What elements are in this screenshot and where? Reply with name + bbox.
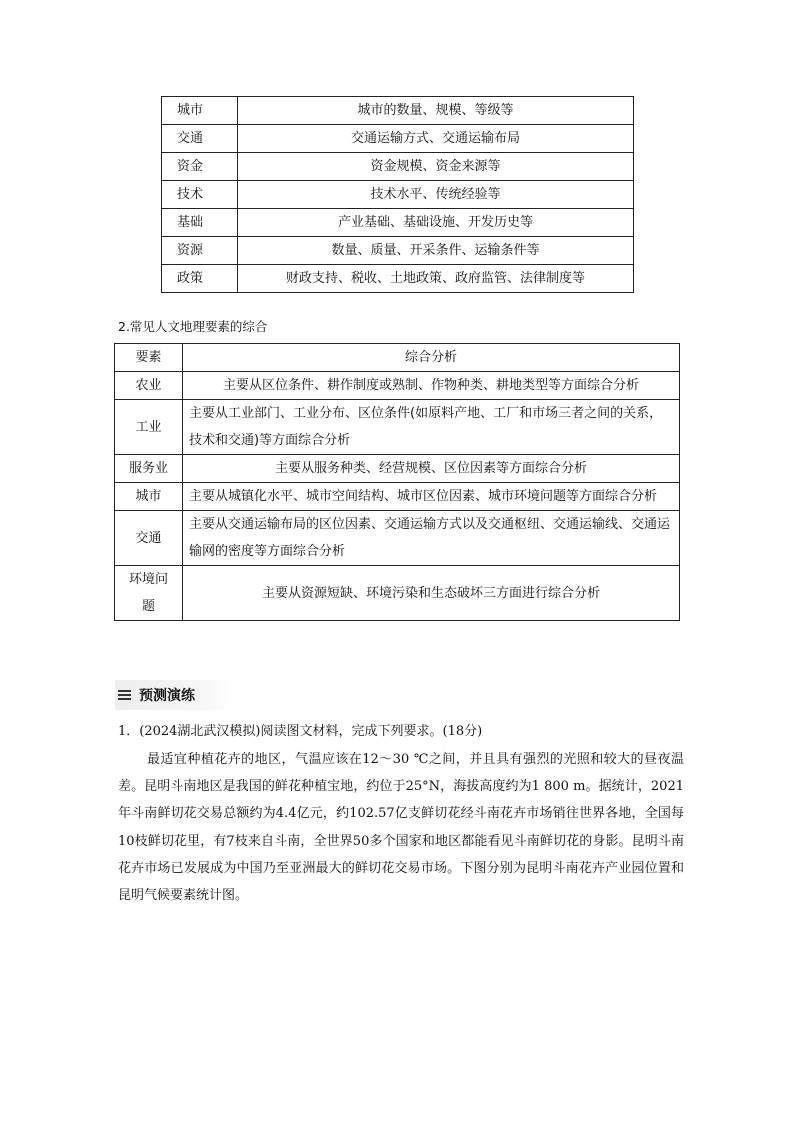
table-row (162, 125, 634, 153)
factor-detail: 数量、质量、开采条件、运输条件等 (238, 237, 634, 265)
element-analysis: 主要从资源短缺、环境污染和生态破坏三方面进行综合分析 (183, 566, 680, 621)
element-analysis: 主要从工业部门、工业分布、区位条件(如原料产地、工厂和市场三者之间的关系，技术和交通)等方面综合分析 (183, 400, 680, 455)
factor-name: 政策 (162, 265, 238, 293)
question-material: 最适宜种植花卉的地区，气温应该在12～30 ℃之间，并且具有强烈的光照和较大的昼夜温差。昆明斗南地区是我国的鲜花种植宝地，约位于25°N，海拔高度约为1 800 m。据统计，2021年斗南鲜切花交易总额约为4.4亿元，约102.57亿支鲜切花经斗南花卉市场销往世界各地，全国每10枝鲜切花里，有7枝来自斗南，全世界50多个国家和地区都能看见斗南鲜切花的身影。昆明斗南花卉市场已发展成为中国乃至亚洲最大的鲜切花交易市场。下图分别为昆明斗南花卉产业园位置和昆明气候要素统计图。 (118, 752, 684, 904)
table-row (115, 483, 680, 511)
element-analysis: 主要从交通运输布局的区位因素、交通运输方式以及交通枢纽、交通运输线、交通运输网的密度等方面综合分析 (183, 511, 680, 566)
factor-detail: 资金规模、资金来源等 (238, 153, 634, 181)
table-row (162, 209, 634, 237)
section-title: 预测演练 (139, 688, 195, 704)
factor-detail: 交通运输方式、交通运输布局 (238, 125, 634, 153)
table-row (115, 455, 680, 483)
element-name: 环境问题 (115, 566, 183, 621)
header-cell: 要素 (115, 344, 183, 372)
factor-detail: 技术水平、传统经验等 (238, 181, 634, 209)
question-title: 1．(2024湖北武汉模拟)阅读图文材料，完成下列要求。(18分) (118, 724, 483, 739)
table-header-row (115, 344, 680, 372)
table-row (115, 372, 680, 400)
factor-table (161, 96, 634, 293)
table-row (162, 237, 634, 265)
factor-name: 基础 (162, 209, 238, 237)
element-analysis: 主要从区位条件、耕作制度或熟制、作物种类、耕地类型等方面综合分析 (183, 372, 680, 400)
practice-section-banner (115, 680, 233, 710)
table-row (115, 566, 680, 621)
element-analysis: 主要从服务种类、经营规模、区位因素等方面综合分析 (183, 455, 680, 483)
synthesis-table (114, 343, 680, 621)
factor-name: 交通 (162, 125, 238, 153)
factor-detail: 财政支持、税收、土地政策、政府监管、法律制度等 (238, 265, 634, 293)
table-row (115, 511, 680, 566)
header-cell: 综合分析 (183, 344, 680, 372)
element-analysis: 主要从城镇化水平、城市空间结构、城市区位因素、城市环境问题等方面综合分析 (183, 483, 680, 511)
section-heading: 2.常见人文地理要素的综合 (118, 319, 268, 334)
factor-name: 城市 (162, 97, 238, 125)
factor-name: 资源 (162, 237, 238, 265)
element-name: 城市 (115, 483, 183, 511)
factor-detail: 城市的数量、规模、等级等 (238, 97, 634, 125)
table-row (162, 153, 634, 181)
table-row (115, 400, 680, 455)
table-row (162, 97, 634, 125)
element-name: 农业 (115, 372, 183, 400)
table-row (162, 265, 634, 293)
factor-name: 技术 (162, 181, 238, 209)
factor-name: 资金 (162, 153, 238, 181)
element-name: 服务业 (115, 455, 183, 483)
element-name: 工业 (115, 400, 183, 455)
table-row (162, 181, 634, 209)
element-name: 交通 (115, 511, 183, 566)
list-icon (118, 690, 131, 701)
factor-detail: 产业基础、基础设施、开发历史等 (238, 209, 634, 237)
